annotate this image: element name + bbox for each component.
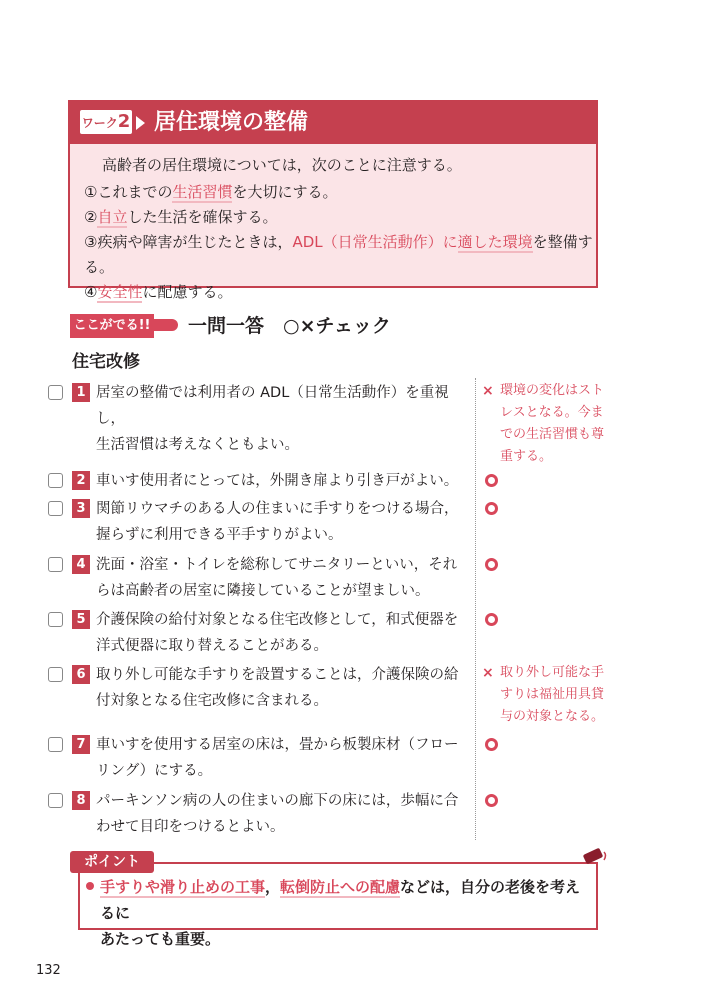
cross-mark-icon: × — [482, 665, 494, 681]
checkbox[interactable] — [48, 385, 63, 400]
question-text: 居室の整備では利用者の ADL（日常生活動作）を重視し， 生活習慣は考えなくともよい。 — [96, 385, 449, 453]
circle-mark-icon — [485, 613, 498, 626]
question-number: 5 — [72, 610, 90, 629]
work-list — [84, 180, 596, 305]
work-title: 居住環境の整備 — [154, 110, 309, 135]
circle-mark-icon — [485, 502, 498, 515]
question-number: 2 — [72, 471, 90, 490]
quiz-badge: ここがでる!! — [70, 314, 154, 338]
question-number: 8 — [72, 791, 90, 810]
list-item: ①これまでの生活習慣を大切にする。 — [84, 183, 338, 201]
question-number: 1 — [72, 383, 90, 402]
answer-note: 環境の変化はスト レスとなる。今ま での生活習慣も尊 重する。 — [500, 383, 605, 464]
list-item: ②自立した生活を確保する。 — [84, 208, 278, 226]
cross-mark-icon: × — [482, 383, 494, 399]
checkbox[interactable] — [48, 793, 63, 808]
list-item: ④安全性に配慮する。 — [84, 283, 233, 301]
question-number: 3 — [72, 499, 90, 518]
question-text: 洗面・浴室・トイレを総称してサニタリーといい，それ らは高齢者の居室に隣接していることが望ましい。 — [96, 557, 458, 599]
question-number: 7 — [72, 735, 90, 754]
list-item: ③疾病や障害が生じたときは，ADL（日常生活動作）に適した環境を整備する。 — [84, 233, 593, 276]
answer-divider — [475, 378, 476, 840]
question-text: パーキンソン病の人の住まいの廊下の床には，歩幅に合 わせて目印をつけるとよい。 — [96, 793, 459, 835]
work-intro: 高齢者の居住環境については，次のことに注意する。 — [102, 156, 462, 174]
checkbox[interactable] — [48, 612, 63, 627]
work-header — [70, 102, 596, 144]
point-badge: ポイント — [70, 851, 154, 873]
circle-mark-icon — [485, 794, 498, 807]
answer-note: 取り外し可能な手 すりは福祉用具貸 与の対象となる。 — [500, 665, 605, 724]
question-number: 6 — [72, 665, 90, 684]
checkbox[interactable] — [48, 667, 63, 682]
work-box — [68, 100, 598, 301]
circle-mark-icon — [485, 558, 498, 571]
quiz-title: 一問一答 ○×チェック — [188, 315, 391, 337]
question-text: 車いす使用者にとっては，外開き扉より引き戸がよい。 — [96, 473, 459, 489]
page-number: 132 — [36, 963, 61, 978]
arrow-icon — [136, 116, 145, 130]
checkbox[interactable] — [48, 557, 63, 572]
question-number: 4 — [72, 555, 90, 574]
question-text: 車いすを使用する居室の床は，畳から板製床材（フロー リング）にする。 — [96, 737, 459, 779]
checkbox[interactable] — [48, 737, 63, 752]
circle-mark-icon — [485, 474, 498, 487]
work-tag: ワーク2 — [81, 111, 131, 132]
question-text: 関節リウマチのある人の住まいに手すりをつける場合， 握らずに利用できる平手すりがよい。 — [96, 501, 459, 543]
section-title: 住宅改修 — [72, 352, 140, 372]
question-text: 介護保険の給付対象となる住宅改修として，和式便器を 洋式便器に取り替えることがある。 — [96, 612, 459, 654]
pointing-hand-icon — [154, 319, 178, 331]
point-text: 手すりや滑り止めの工事，転倒防止への配慮などは，自分の老後を考えるに あたっても重要。 — [100, 878, 581, 948]
circle-mark-icon — [485, 738, 498, 751]
bullet-icon — [86, 882, 94, 890]
pen-icon — [580, 848, 610, 864]
checkbox[interactable] — [48, 501, 63, 516]
checkbox[interactable] — [48, 473, 63, 488]
question-text: 取り外し可能な手すりを設置することは，介護保険の給 付対象となる住宅改修に含まれる。 — [96, 667, 459, 709]
